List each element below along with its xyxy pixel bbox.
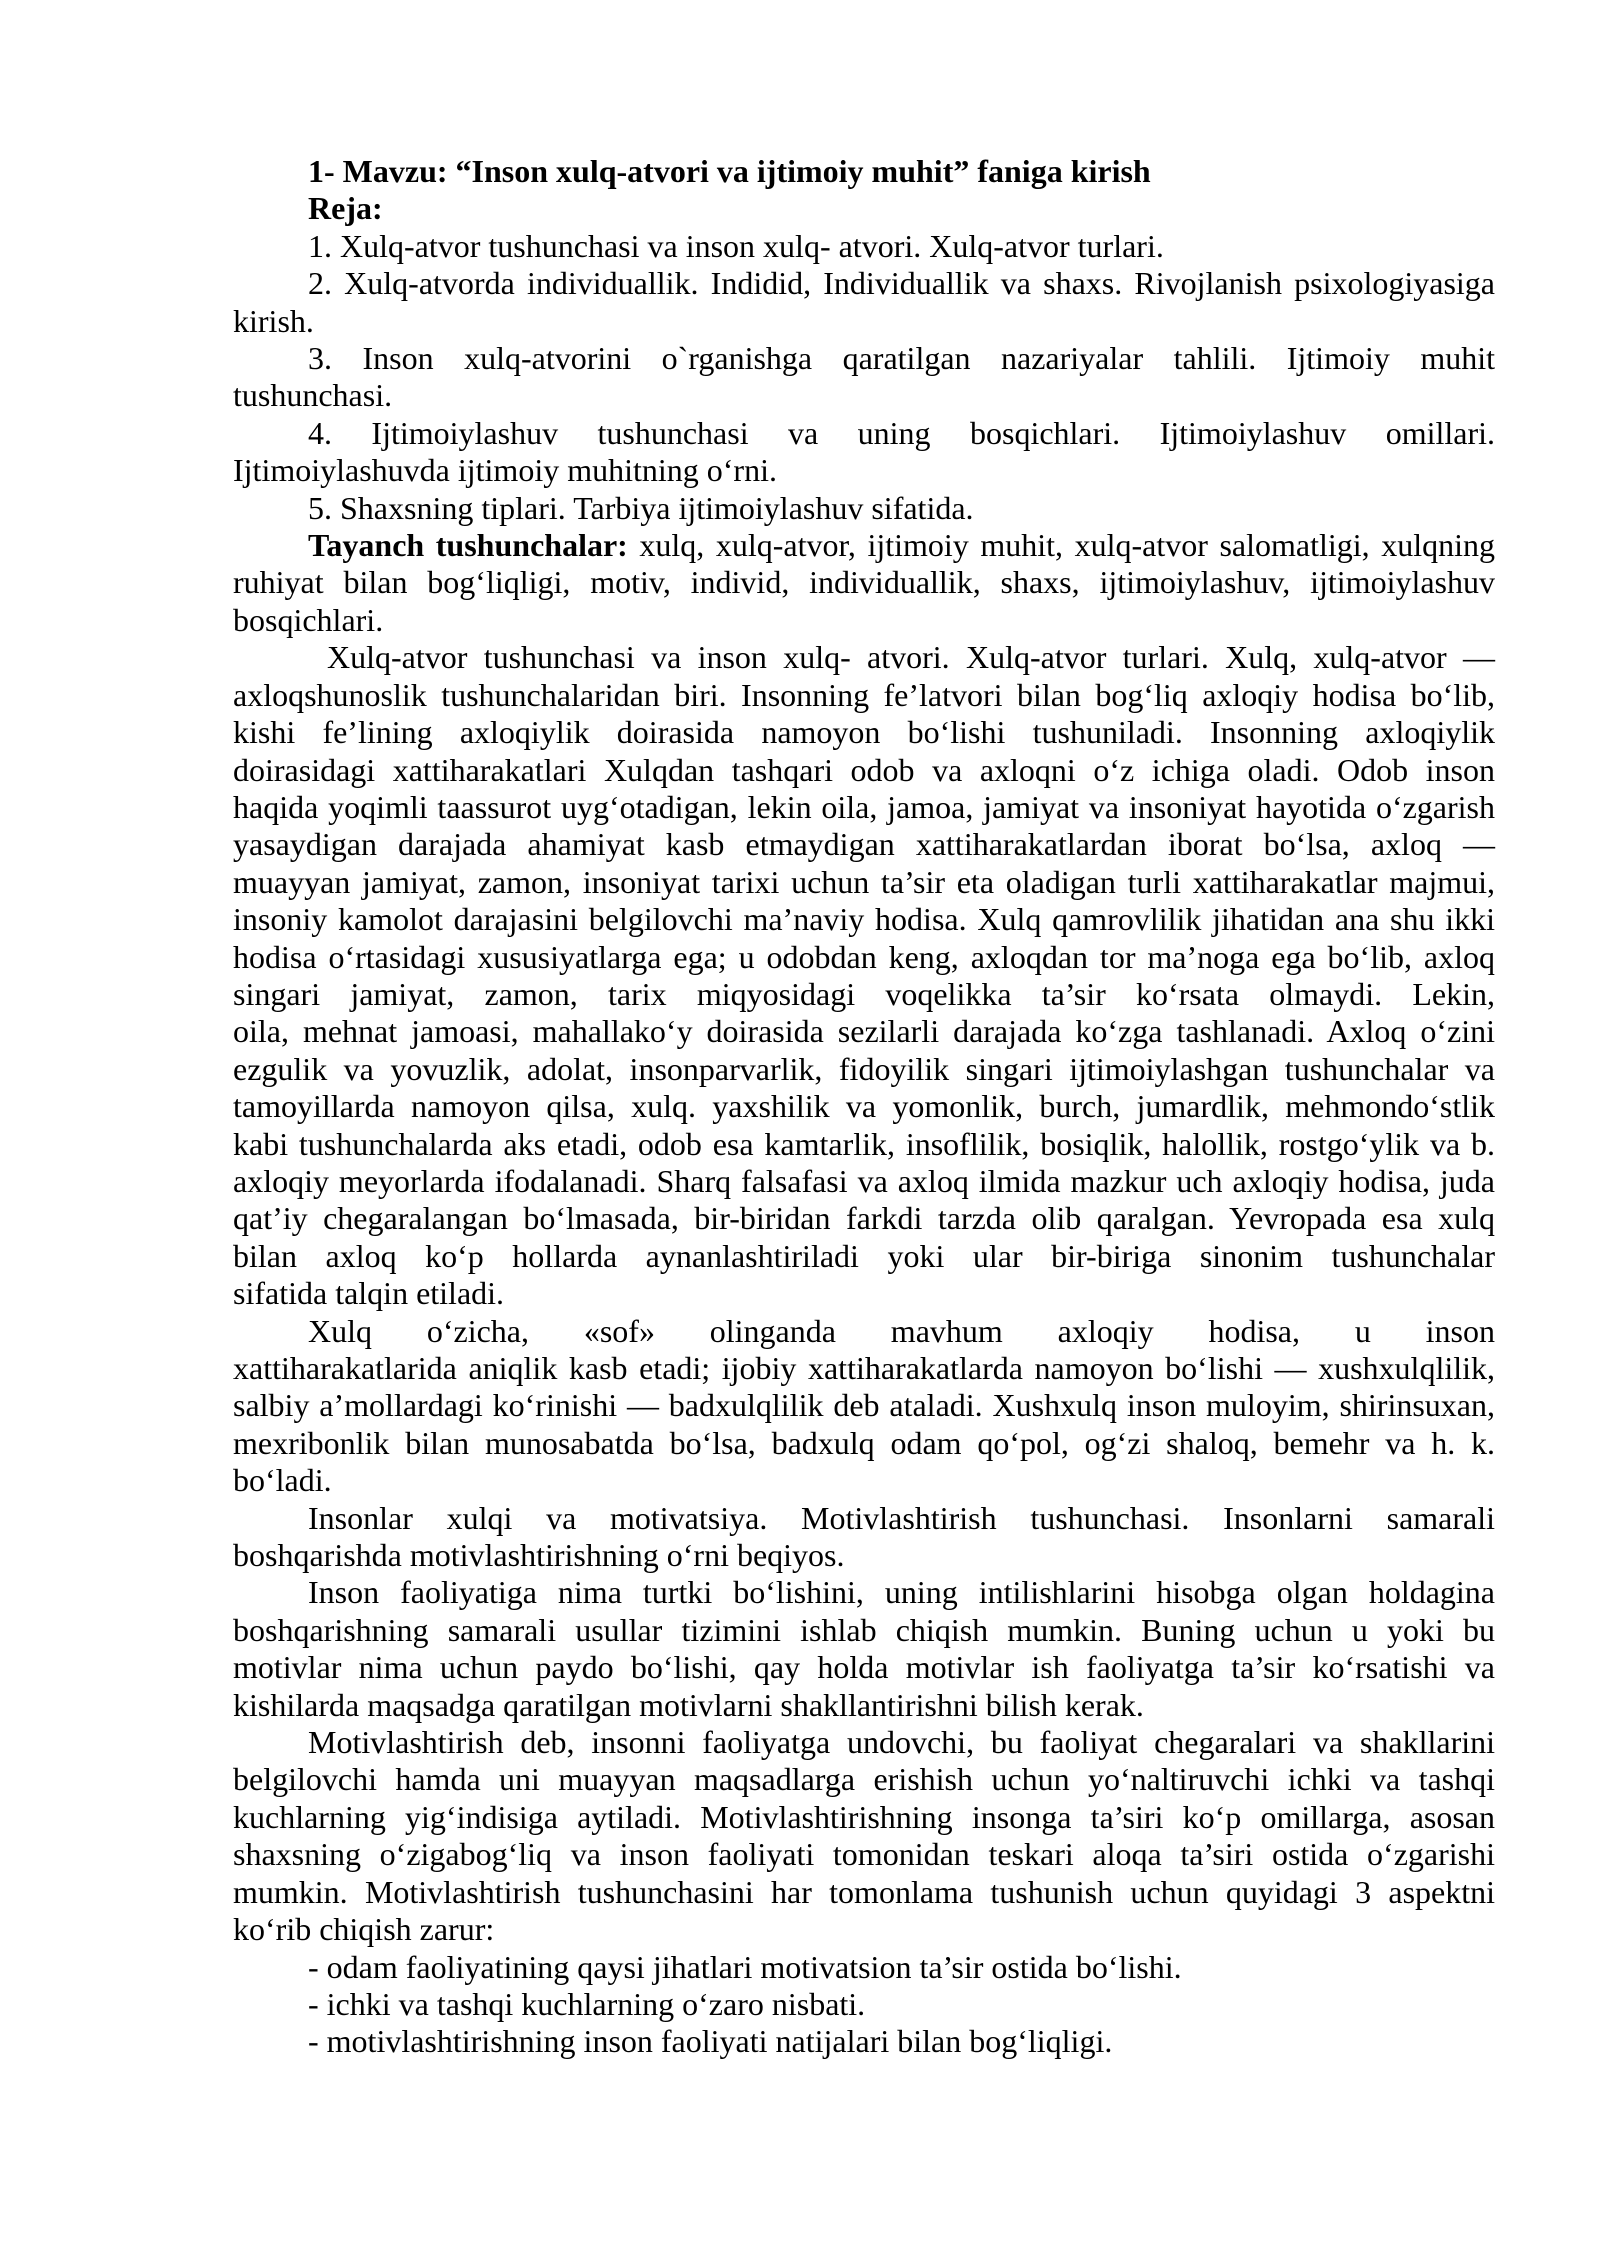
paragraph-line: xattiharakatlarida aniqlik kasb etadi; ijobiy xattiharakatlarda namoyon bo‘lishi — xushxulqlilik, [233,1350,1495,1386]
paragraph-line: Inson faoliyatiga nima turtki bo‘lishini, uning intilishlarini hisobga olgan holdagina [308,1574,1495,1611]
plan-item [233,265,1495,340]
plan-item [233,340,1495,415]
paragraph-line: Insonlar xulqi va motivatsiya. Motivlashtirish tushunchasi. Insonlarni samarali [308,1499,1495,1536]
plan-item-line: 1. Xulq-atvor tushunchasi va inson xulq- atvori. Xulq-atvor turlari. [308,227,1164,264]
paragraph-line: axloqiy meyorlarda ifodalanadi. Sharq falsafasi va axloq ilmida mazkur uch axloqiy hodisa, juda [233,1162,1495,1199]
aspect-list [233,1949,1495,2061]
paragraph [233,1724,1495,1948]
plan-item [233,415,1495,490]
paragraph-line: ruhiyat bilan bog‘liqligi, motiv, individ, individuallik, shaxs, ijtimoiylashuv, ijtimoiylashuv [233,564,1495,601]
paragraph-line: tamoyillarda namoyon qilsa, xulq. yaxshilik va yomonlik, burch, jumardlik, mehmondo‘stlik [233,1088,1495,1125]
paragraph-line: bosqichlari. [233,601,384,638]
paragraph-line: sifatida talqin etiladi. [233,1275,505,1312]
paragraph-line: shaxsning o‘zigabog‘liq va inson faoliyati tomonidan teskari aloqa ta’siri ostida o‘zgarishi [233,1836,1495,1873]
paragraph-line: hodisa o‘rtasidagi xususiyatlarga ega; u odobdan keng, axloqdan tor ma’noga ega bo‘lib, axloq [233,938,1495,975]
paragraph-line [233,527,1495,564]
key-concepts-paragraph [233,527,1495,639]
aspect-list-item: - motivlashtirishning inson faoliyati natijalari bilan bog‘liqligi. [308,2023,1113,2060]
paragraph-line: haqida yoqimli taassurot uyg‘otadigan, lekin oila, jamoa, jamiyat va insoniyat hayotida o‘zgarish [233,788,1495,825]
paragraph-line: kabi tushunchalarda aks etadi, odob esa kamtarlik, insoflilik, bosiqlik, halollik, rostgo‘ylik va b. [233,1125,1495,1162]
paragraph-line: motivlar nima uchun paydo bo‘lishi, qay holda motivlar ish faoliyatga ta’sir ko‘rsatishi va [233,1649,1495,1686]
paragraph-line: Motivlashtirish deb, insonni faoliyatga undovchi, bu faoliyat chegaralari va shakllarini [308,1724,1495,1761]
document-title: 1- Mavzu: “Inson xulq-atvori va ijtimoiy muhit” faniga kirish [308,153,1151,189]
paragraph-line: mumkin. Motivlashtirish tushunchasini har tomonlama tushunish uchun quyidagi 3 aspektni [233,1873,1495,1910]
paragraph-line: mexribonlik bilan munosabatda bo‘lsa, badxulq odam qo‘pol, og‘zi shaloq, bemehr va h. k. [233,1424,1495,1461]
paragraph [233,1500,1495,1575]
aspect-list-item: - odam faoliyatining qaysi jihatlari motivatsion ta’sir ostida bo‘lishi. [308,1948,1182,1985]
paragraph-line: doirasidagi xattiharakatlari Xulqdan tashqari odob va axloqni o‘z ichiga oladi. Odob inson [233,751,1495,788]
plan-item-line: Ijtimoiylashuvda ijtimoiy muhitning o‘rni. [233,452,777,489]
paragraph [233,1574,1495,1724]
paragraph-line: bilan axloq ko‘p hollarda aynanlashtiriladi yoki ular bir-biriga sinonim tushunchalar [233,1237,1495,1274]
document-text [233,153,1495,2061]
paragraph-line: insoniy kamolot darajasini belgilovchi ma’naviy hodisa. Xulq qamrovlilik jihatidan ana shu ikki [233,901,1495,938]
plan-item [233,490,1495,527]
plan-item-line: 4. Ijtimoiylashuv tushunchasi va uning bosqichlari. Ijtimoiylashuv omillari. [308,414,1495,451]
paragraph-line: muayyan jamiyat, zamon, insoniyat tarixi uchun ta’sir eta oladigan turli xattiharakatlar majmui, [233,863,1495,900]
paragraph-line: qat’iy chegaralangan bo‘lmasada, bir-biridan farkdi tarzda olib qaralgan. Yevropada esa xulq [233,1200,1495,1237]
paragraph-line: kishi fe’lining axloqiylik doirasida namoyon bo‘lishi tushuniladi. Insonning axloqiylik [233,714,1495,751]
plan-item-line: 5. Shaxsning tiplari. Tarbiya ijtimoiylashuv sifatida. [308,489,974,526]
paragraph-line: yasaydigan darajada ahamiyat kasb etmaydigan xattiharakatlardan iborat bo‘lsa, axloq — [233,826,1495,863]
paragraph-line: Xulq-atvor tushunchasi va inson xulq- atvori. Xulq-atvor turlari. Xulq, xulq-atvor — [327,639,1495,676]
paragraph-line: boshqarishda motivlashtirishning o‘rni beqiyos. [233,1537,845,1574]
key-concepts-text: xulq, xulq-atvor, ijtimoiy muhit, xulq-atvor salomatligi, xulqning [639,527,1496,564]
plan-item [233,228,1495,265]
plan-item-line: 3. Inson xulq-atvorini o`rganishga qaratilgan nazariyalar tahlili. Ijtimoiy muhit [308,340,1495,377]
paragraph-line: axloqshunoslik tushunchalaridan biri. Insonning fe’latvori bilan bog‘liq axloqiy hodisa bo‘lib, [233,676,1495,713]
paragraph-line: belgilovchi hamda uni muayyan maqsadlarga erishish uchun yo‘naltiruvchi ichki va tashqi [233,1761,1495,1798]
paragraph-line: oila, mehnat jamoasi, mahallako‘y doirasida sezilarli darajada ko‘zga tashlanadi. Axloq o‘zini [233,1013,1495,1050]
paragraph-line: ko‘rib chiqish zarur: [233,1911,495,1948]
plan-heading: Reja: [308,190,383,227]
plan-item-line: tushunchasi. [233,377,393,414]
key-concepts-label: Tayanch tushunchalar: [308,527,628,564]
paragraph-line: boshqarishning samarali usullar tizimini ishlab chiqish mumkin. Buning uchun u yoki bu [233,1611,1495,1648]
paragraph [233,639,1495,1312]
paragraph-line: kuchlarning yig‘indisiga aytiladi. Motivlashtirishning insonga ta’siri ko‘p omillarga, asosan [233,1798,1495,1835]
paragraph-line: kishilarda maqsadga qaratilgan motivlarni shakllantirishni bilish kerak. [233,1686,1144,1723]
paragraph-line: bo‘ladi. [233,1462,332,1499]
paragraph-line: salbiy a’mollardagi ko‘rinishi — badxulqlilik deb ataladi. Xushxulq inson muloyim, shirinsuxan, [233,1387,1495,1424]
paragraph-line: ezgulik va yovuzlik, adolat, insonparvarlik, fidoyilik singari ijtimoiylashgan tushunchalar va [233,1050,1495,1087]
paragraph-line: Xulq o‘zicha, «sof» olinganda mavhum axloqiy hodisa, u inson [308,1312,1495,1349]
paragraph-line: singari jamiyat, zamon, tarix miqyosidagi voqelikka ta’sir ko‘rsata olmaydi. Lekin, [233,975,1495,1012]
aspect-list-item: - ichki va tashqi kuchlarning o‘zaro nisbati. [308,1985,866,2022]
plan-item-line: 2. Xulq-atvorda individuallik. Indidid, Individuallik va shaxs. Rivojlanish psixologiyasiga [308,265,1495,302]
paragraph [233,1313,1495,1500]
plan-item-line: kirish. [233,302,314,339]
